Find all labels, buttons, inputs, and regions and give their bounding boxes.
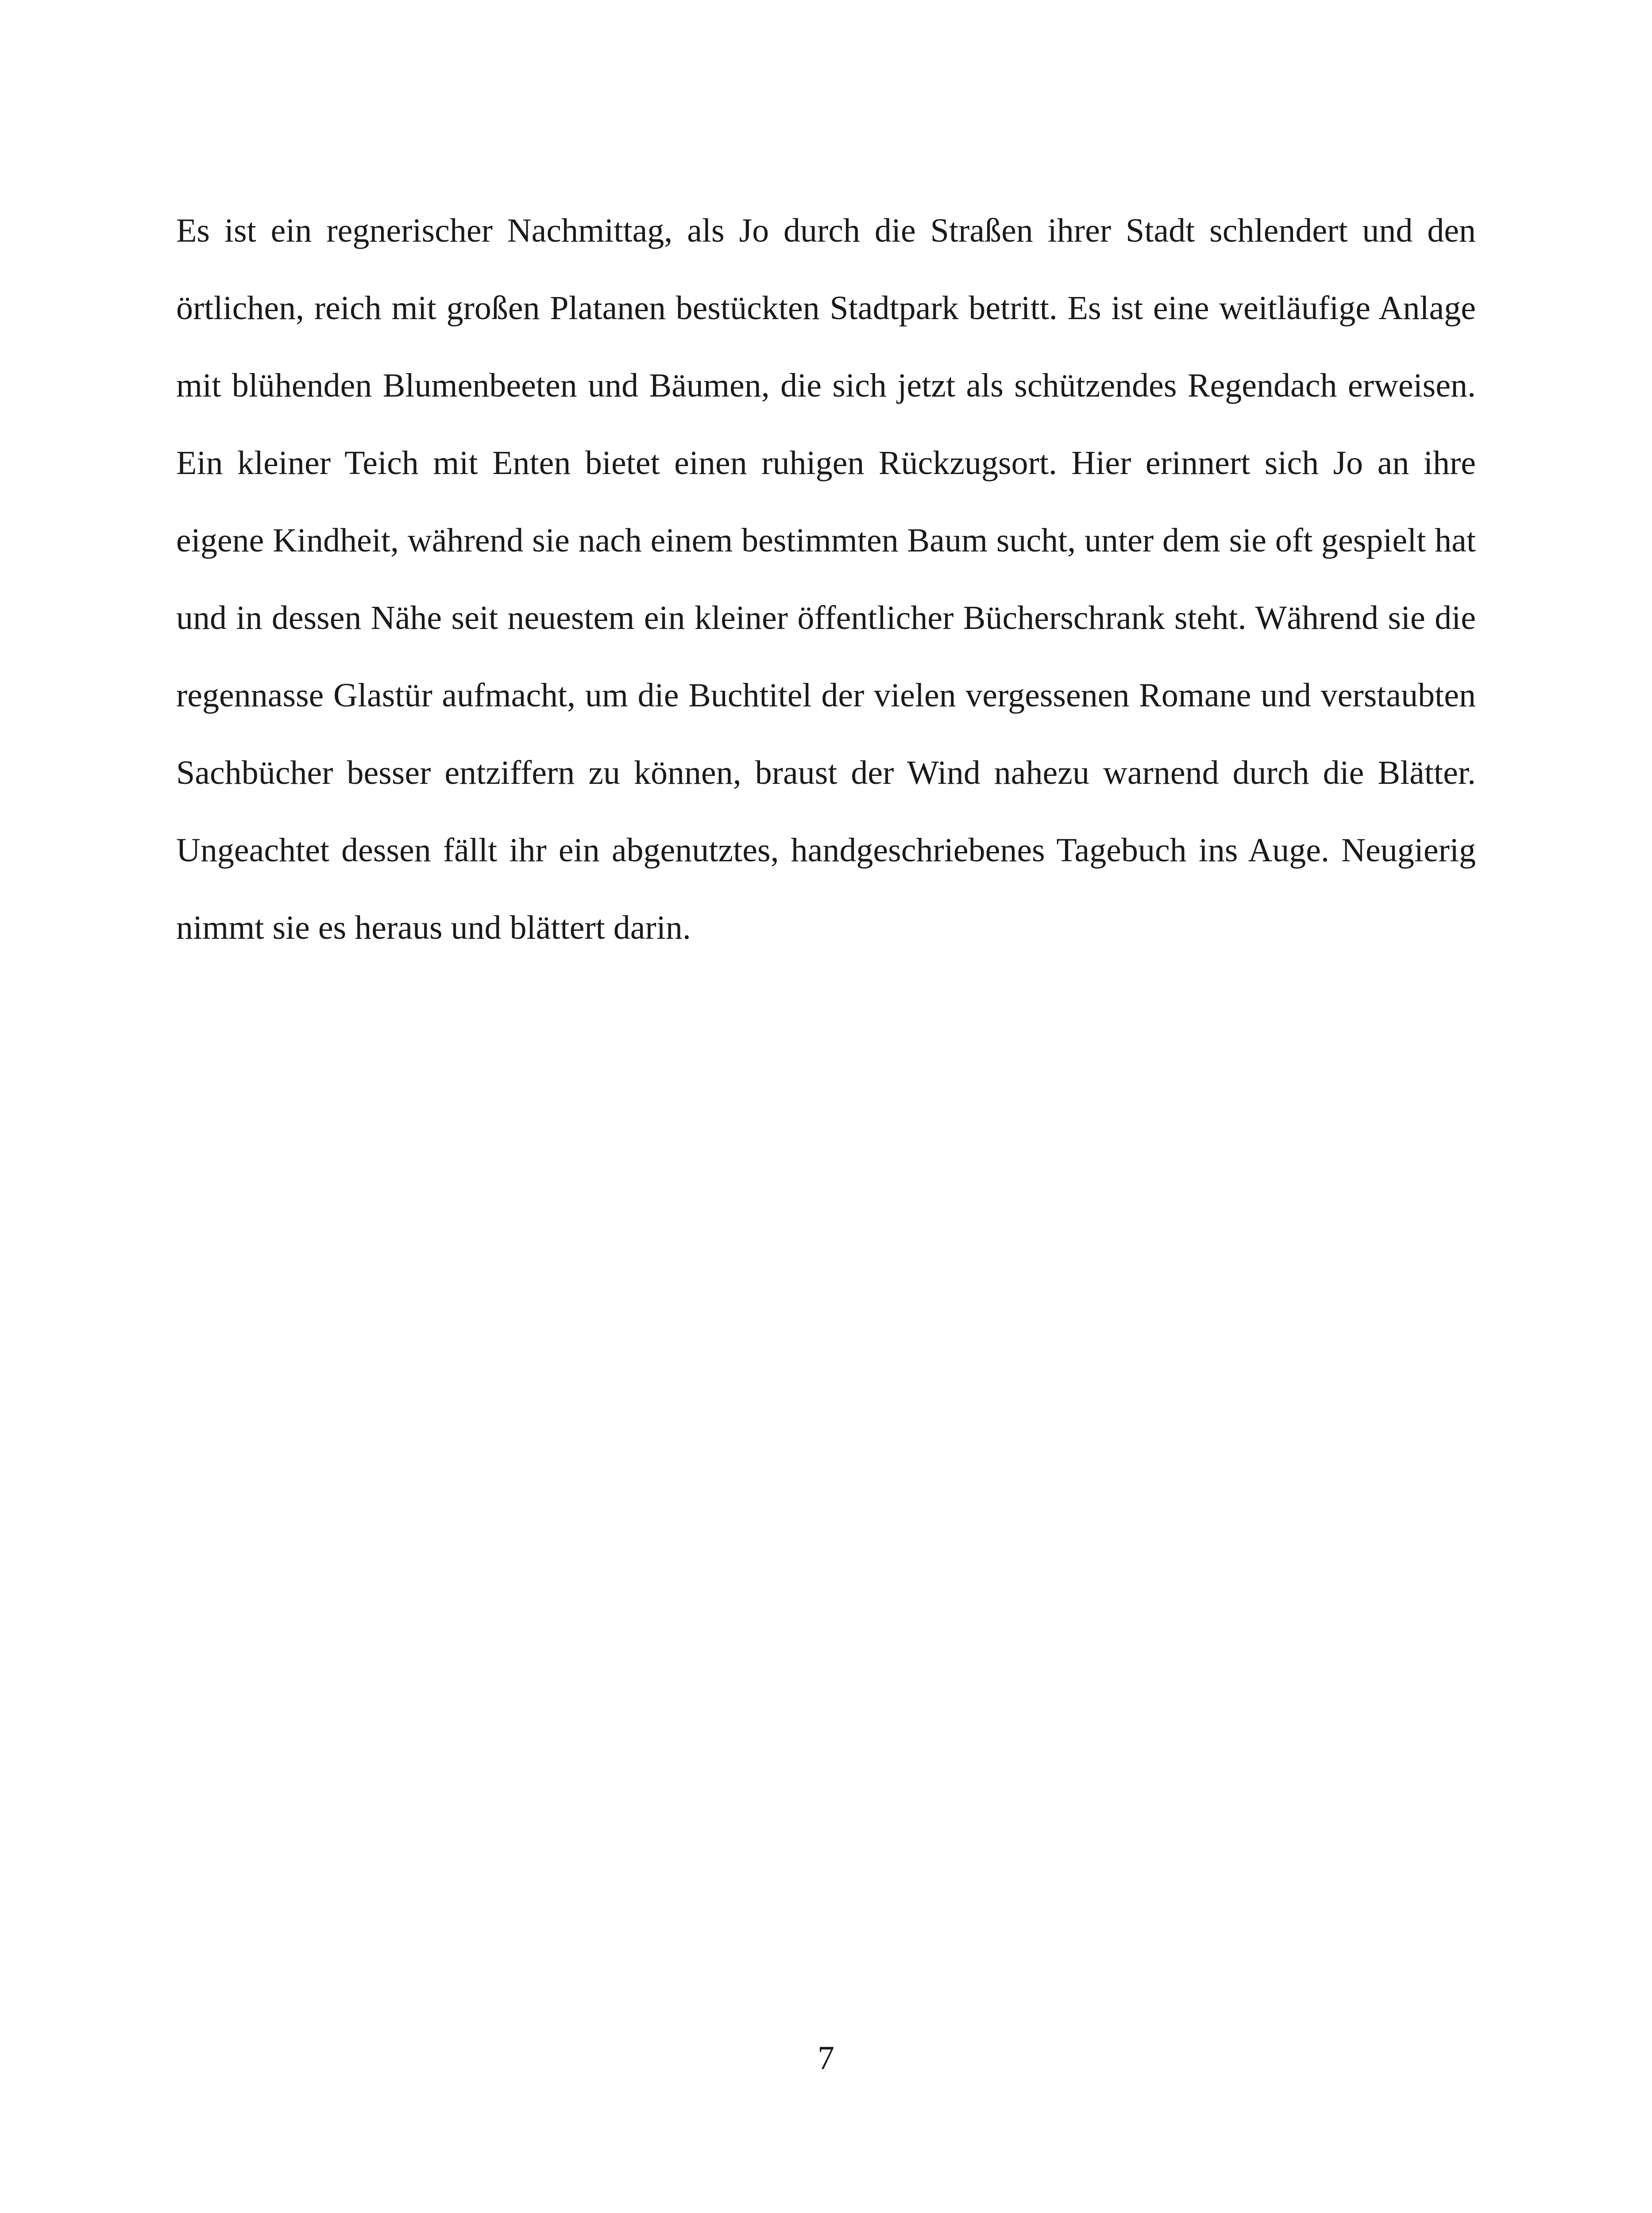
paragraph-line: und in dessen Nähe seit neuestem ein kleiner öffentlicher Bücherschrank steht. Während sie die [176, 599, 1476, 636]
page-number: 7 [818, 2040, 834, 2077]
paragraph-line: mit blühenden Blumenbeeten und Bäumen, die sich jetzt als schützendes Regendach erweisen. [176, 367, 1476, 404]
paragraph-line: regennasse Glastür aufmacht, um die Buchtitel der vielen vergessenen Romane und verstaubten [176, 677, 1476, 714]
paragraph-line: örtlichen, reich mit großen Platanen bestückten Stadtpark betritt. Es ist eine weitläufige Anlage [176, 289, 1476, 327]
paragraph-line: Ungeachtet dessen fällt ihr ein abgenutztes, handgeschriebenes Tagebuch ins Auge. Neugierig [176, 832, 1476, 869]
paragraph-line: Ein kleiner Teich mit Enten bietet einen ruhigen Rückzugsort. Hier erinnert sich Jo an ihre [176, 444, 1476, 482]
paragraph-line: Es ist ein regnerischer Nachmittag, als Jo durch die Straßen ihrer Stadt schlendert und den [176, 212, 1476, 249]
paragraph-line: Sachbücher besser entziffern zu können, braust der Wind nahezu warnend durch die Blätter. [176, 754, 1476, 791]
body-paragraph [176, 214, 1476, 988]
paragraph-line: eigene Kindheit, während sie nach einem bestimmten Baum sucht, unter dem sie oft gespielt hat [176, 522, 1476, 559]
paragraph-line: nimmt sie es heraus und blättert darin. [176, 909, 691, 946]
